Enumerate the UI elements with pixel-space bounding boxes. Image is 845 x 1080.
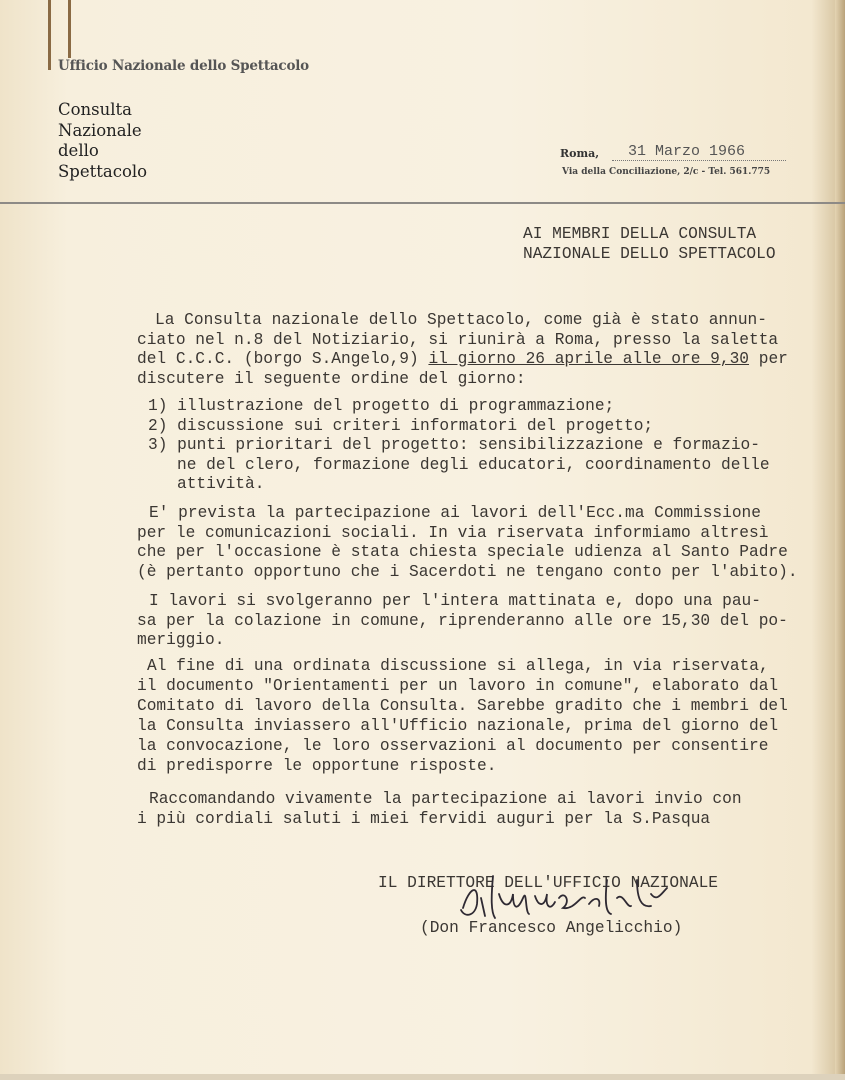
text-line: La Consulta nazionale dello Spettacolo, come già è stato annun-	[155, 311, 767, 329]
letterhead-name-line: Spettacolo	[58, 161, 148, 181]
staple-mark	[48, 0, 51, 70]
signatory-title: IL DIRETTORE DELL'UFFICIO NAZIONALE	[378, 874, 718, 892]
text-line: i più cordiali saluti i miei fervidi auguri per la S.Pasqua	[137, 809, 711, 828]
letterhead-office: Ufficio Nazionale dello Spettacolo	[58, 58, 309, 74]
text-line	[137, 350, 788, 370]
text-line: I lavori si svolgeranno per l'intera mattinata e, dopo una pau-	[149, 592, 761, 610]
paragraph-convocation	[137, 311, 788, 389]
recipient-block	[523, 224, 776, 264]
text-line: il documento "Orientamenti per un lavoro in comune", elaborato dal	[137, 677, 779, 695]
text-line: che per l'occasione è stata chiesta speciale udienza al Santo Padre	[137, 543, 788, 561]
place-label: Roma,	[560, 147, 600, 160]
meeting-date-underlined: il giorno 26 aprile alle ore 9,30	[428, 350, 750, 368]
agenda-item: 2) discussione sui criteri informatori del progetto;	[148, 416, 654, 435]
text-line: di predisporre le opportune risposte.	[137, 757, 497, 775]
page-bottom-edge	[0, 1074, 845, 1080]
letterhead-name-line: Nazionale	[58, 120, 142, 140]
paragraph-document	[137, 656, 788, 776]
text-segment: del C.C.C. (borgo S.Angelo,9)	[137, 350, 429, 368]
text-line: Al fine di una ordinata discussione si allega, in via riservata,	[147, 657, 769, 675]
letterhead-address: Via della Conciliazione, 2/c - Tel. 561.775	[562, 167, 771, 177]
text-line: meriggio.	[137, 631, 225, 649]
recipient-line: NAZIONALE DELLO SPETTACOLO	[523, 245, 776, 263]
agenda-item: 3) punti prioritari del progetto: sensibilizzazione e formazio-	[148, 436, 760, 454]
letterhead-name-line: Consulta	[58, 100, 133, 119]
text-line: (è pertanto opportuno che i Sacerdoti ne tengano conto per l'abito).	[137, 562, 798, 581]
page-edge-shadow	[835, 0, 845, 1080]
text-line: la convocazione, le loro osservazioni al documento per consentire	[137, 737, 769, 755]
letterhead-name-line: dello	[58, 141, 99, 160]
staple-mark	[68, 0, 71, 58]
letter-date: 31 Marzo 1966	[612, 143, 786, 161]
text-line: la Consulta inviassero all'Ufficio nazionale, prima del giorno del	[137, 717, 779, 735]
text-line: E' prevista la partecipazione ai lavori dell'Ecc.ma Commissione	[149, 504, 761, 522]
paragraph-schedule	[137, 592, 788, 651]
agenda-item-cont: ne del clero, formazione degli educatori, coordinamento delle	[177, 455, 770, 474]
agenda-item-cont: attività.	[177, 475, 265, 493]
text-line: sa per la colazione in comune, riprenderanno alle ore 15,30 del po-	[137, 611, 788, 630]
text-line: per le comunicazioni sociali. In via riservata informiamo altresì	[137, 523, 769, 542]
paragraph-participation	[137, 504, 798, 582]
text-line: Comitato di lavoro della Consulta. Sarebbe gradito che i membri del	[137, 697, 788, 715]
recipient-line: AI MEMBRI DELLA CONSULTA	[523, 225, 757, 243]
header-divider	[0, 202, 845, 204]
letterhead-name	[58, 100, 147, 182]
paragraph-closing	[137, 790, 742, 829]
agenda-list	[148, 397, 770, 495]
agenda-item: 1) illustrazione del progetto di programmazione;	[148, 397, 615, 415]
text-line: discutere il seguente ordine del giorno:	[137, 369, 526, 388]
text-line: ciato nel n.8 del Notiziario, si riunirà a Roma, presso la saletta	[137, 330, 779, 349]
text-line: Raccomandando vivamente la partecipazione ai lavori invio con	[149, 790, 742, 808]
text-segment: per	[749, 350, 788, 368]
signatory-name: (Don Francesco Angelicchio)	[420, 919, 683, 937]
